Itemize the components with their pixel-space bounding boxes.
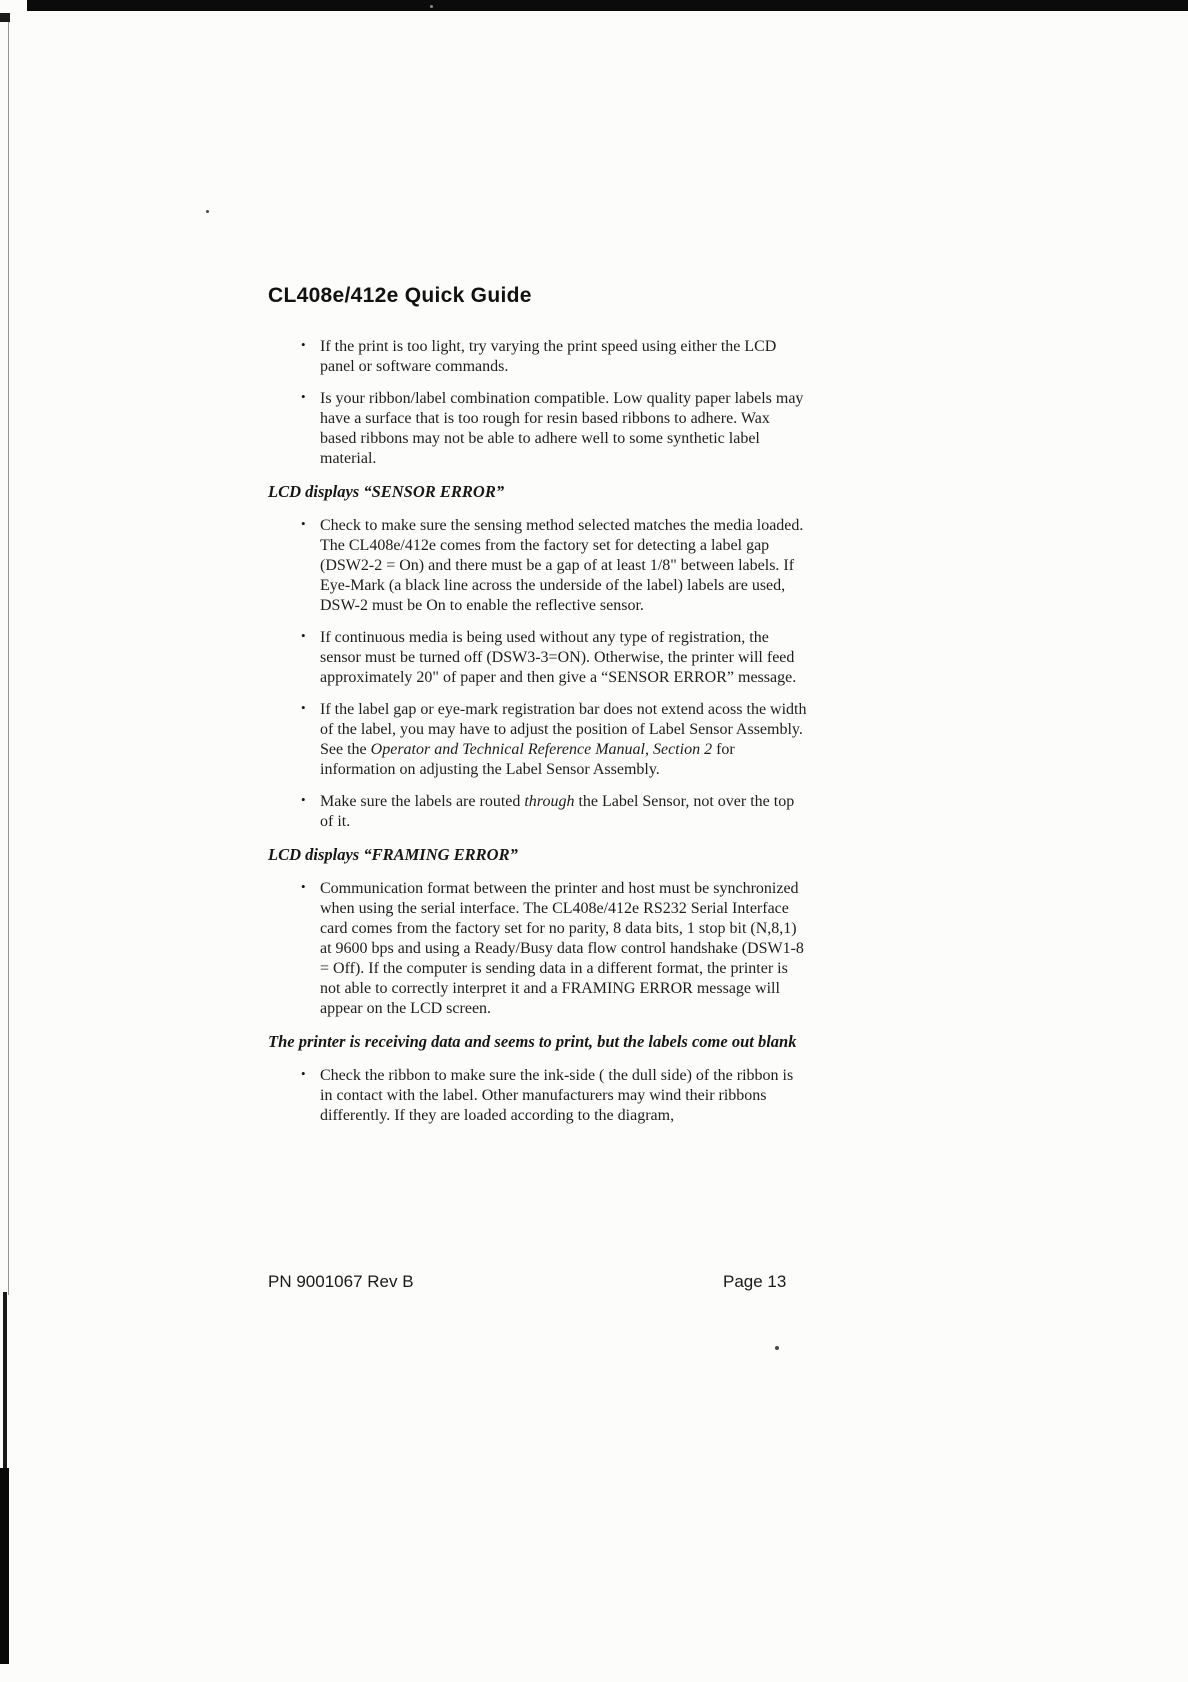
list-item	[301, 792, 808, 832]
text-segment: Make sure the labels are routed	[320, 793, 525, 810]
scan-artifact-top-bar	[27, 0, 1188, 11]
list-item	[301, 628, 808, 688]
scan-speck	[206, 210, 209, 213]
bullet-icon: •	[301, 700, 306, 715]
bullet-icon: •	[301, 1066, 306, 1081]
list-item	[301, 389, 808, 469]
bullet-text: Check the ribbon to make sure the ink-side ( the dull side) of the ribbon is in contact with the label. Other manufacturers may wind their ribbons differently. If they are loaded according to the diagram,	[320, 1067, 794, 1124]
bullet-text: If the print is too light, try varying the print speed using either the LCD panel or software commands.	[320, 338, 777, 375]
scan-artifact-left-strip-thin	[3, 1292, 7, 1487]
list-item	[301, 516, 808, 616]
scan-speck	[430, 5, 433, 8]
section-heading-sensor-error: LCD displays “SENSOR ERROR”	[268, 482, 505, 501]
bullet-icon: •	[301, 879, 306, 894]
list-item	[301, 337, 808, 377]
scan-artifact-left-line	[8, 20, 9, 1295]
bullet-text: Communication format between the printer and host must be synchronized when using the serial interface. The CL408e/412e RS232 Serial Interface card comes from the factory set for no parity, 8 data bits, 1 stop bit (N,8,1) at 9600 bps and using a Ready/Busy data flow control handshake (DSW1-8 = Off). If the computer is sending data in a different format, the printer is not able to correctly interpret it and a FRAMING ERROR message will appear on the LCD screen.	[320, 880, 804, 1017]
scan-artifact-left-strip-thick	[0, 1468, 9, 1664]
text-segment: for information on adjusting the Label Sensor Assembly.	[320, 741, 735, 778]
footer-part-number: PN 9001067 Rev B	[268, 1272, 414, 1291]
bullet-text: Is your ribbon/label combination compatible. Low quality paper labels may have a surface that is too rough for resin based ribbons to adhere. Wax based ribbons may not be able to adhere well to some synthetic label material.	[320, 390, 804, 467]
framing-error-bullet-list	[268, 879, 808, 1019]
text-segment: If the label gap or eye-mark registration bar does not extend acoss the width of the label, you may have to adjust the position of Label Sensor Assembly. See the	[320, 701, 807, 758]
list-item	[301, 879, 808, 1019]
section-heading-labels-blank: The printer is receiving data and seems to print, but the labels come out blank	[268, 1032, 797, 1051]
text-segment-italic: Operator and Technical Reference Manual, Section 2	[370, 741, 713, 758]
section-heading-framing-error: LCD displays “FRAMING ERROR”	[268, 845, 518, 864]
page-footer	[268, 1272, 808, 1292]
labels-blank-bullet-list	[268, 1066, 808, 1126]
bullet-icon: •	[301, 389, 306, 404]
bullet-text: If continuous media is being used without any type of registration, the sensor must be turned off (DSW3-3=ON). Otherwise, the printer will feed approximately 20" of paper and then give a “SENSOR ERROR” message.	[320, 629, 797, 686]
list-item	[301, 1066, 808, 1126]
bullet-text	[320, 793, 794, 830]
document-content	[268, 283, 808, 1138]
bullet-icon: •	[301, 337, 306, 352]
text-segment: the Label Sensor, not over the top of it.	[320, 793, 795, 830]
page-title: CL408e/412e Quick Guide	[268, 284, 532, 307]
scan-speck	[775, 1346, 779, 1350]
sensor-error-bullet-list	[268, 516, 808, 832]
bullet-icon: •	[301, 516, 306, 531]
bullet-icon: •	[301, 628, 306, 643]
bullet-text	[320, 701, 807, 778]
footer-page-number: Page 13	[723, 1272, 787, 1291]
bullet-icon: •	[301, 792, 306, 807]
list-item	[301, 700, 808, 780]
bullet-text: Check to make sure the sensing method selected matches the media loaded. The CL408e/412e comes from the factory set for detecting a label gap (DSW2-2 = On) and there must be a gap of at least 1/8" between labels. If Eye-Mark (a black line across the underside of the label) labels are used, DSW-2 must be On to enable the reflective sensor.	[320, 517, 804, 614]
text-segment-italic: through	[524, 793, 575, 810]
intro-bullet-list	[268, 337, 808, 469]
